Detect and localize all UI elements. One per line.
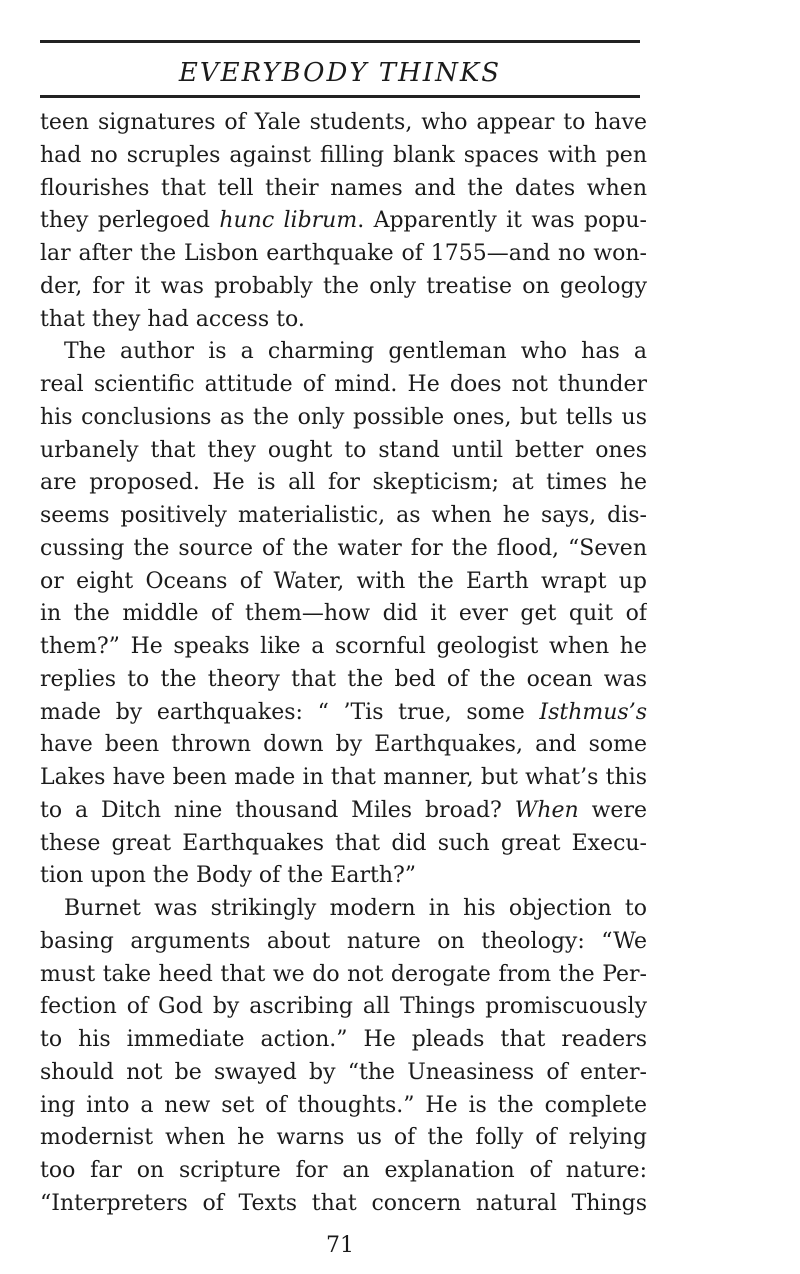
text-line: to a Ditch nine thousand Miles broad? When were: [40, 797, 647, 823]
text-line: Lakes have been made in that manner, but what’s this: [40, 765, 647, 790]
text-line: urbanely that they ought to stand until better ones: [40, 437, 647, 463]
text-line: real scientific attitude of mind. He does not thunder: [40, 372, 647, 397]
text-line: replies to the theory that the bed of the ocean was: [40, 666, 647, 692]
text-line: to his immediate action.” He pleads that readers: [40, 1027, 647, 1052]
text-line: should not be swayed by “the Uneasiness of enter-: [40, 1059, 647, 1085]
text-line: they perlegoed hunc librum. Apparently it was popu-: [40, 208, 647, 234]
running-head: EVERYBODY THINKS: [178, 58, 502, 88]
italic-phrase: Isthmus’s: [539, 699, 647, 725]
text-line: seems positively materialistic, as when he says, dis-: [40, 503, 647, 528]
body-text: [40, 107, 647, 1221]
text-line: basing arguments about nature on theology: “We: [40, 928, 647, 954]
text-line: The author is a charming gentleman who has a: [64, 339, 647, 365]
header-rule-top: [40, 40, 640, 43]
italic-phrase: hunc librum: [219, 208, 358, 234]
page-number: 71: [326, 1233, 354, 1258]
text-line: tion upon the Body of the Earth?”: [40, 863, 417, 889]
text-line: have been thrown down by Earthquakes, and some: [40, 732, 647, 758]
text-line: are proposed. He is all for skepticism; at times he: [40, 470, 647, 496]
text-line: fection of God by ascribing all Things promiscuously: [40, 994, 647, 1020]
text-line: in the middle of them—how did it ever get quit of: [40, 601, 647, 627]
text-line: his conclusions as the only possible ones, but tells us: [40, 404, 647, 430]
text-line: ing into a new set of thoughts.” He is the complete: [40, 1092, 647, 1118]
text-line: these great Earthquakes that did such great Execu-: [40, 830, 647, 856]
italic-phrase: When: [514, 797, 579, 823]
text-line: had no scruples against filling blank spaces with pen: [40, 142, 647, 168]
text-line: “Interpreters of Texts that concern natural Things: [40, 1190, 647, 1216]
text-line: must take heed that we do not derogate from the Per-: [40, 961, 647, 987]
header-rule-bottom: [40, 95, 640, 98]
text-line: Burnet was strikingly modern in his objection to: [64, 896, 647, 921]
text-line: or eight Oceans of Water, with the Earth wrapt up: [40, 568, 647, 594]
text-line: modernist when he warns us of the folly of relying: [40, 1125, 647, 1151]
text-line: teen signatures of Yale students, who appear to have: [40, 110, 647, 135]
text-line: cussing the source of the water for the flood, “Seven: [40, 535, 647, 561]
text-line: der, for it was probably the only treatise on geology: [40, 273, 647, 299]
text-line: too far on scripture for an explanation of nature:: [40, 1158, 647, 1183]
text-line: them?” He speaks like a scornful geologist when he: [40, 634, 647, 659]
text-line: lar after the Lisbon earthquake of 1755—and no won-: [40, 241, 647, 266]
text-line: flourishes that tell their names and the dates when: [40, 175, 647, 201]
text-line: made by earthquakes: “ ’Tis true, some Isthmus’s: [40, 699, 647, 725]
text-line: that they had access to.: [40, 306, 305, 332]
